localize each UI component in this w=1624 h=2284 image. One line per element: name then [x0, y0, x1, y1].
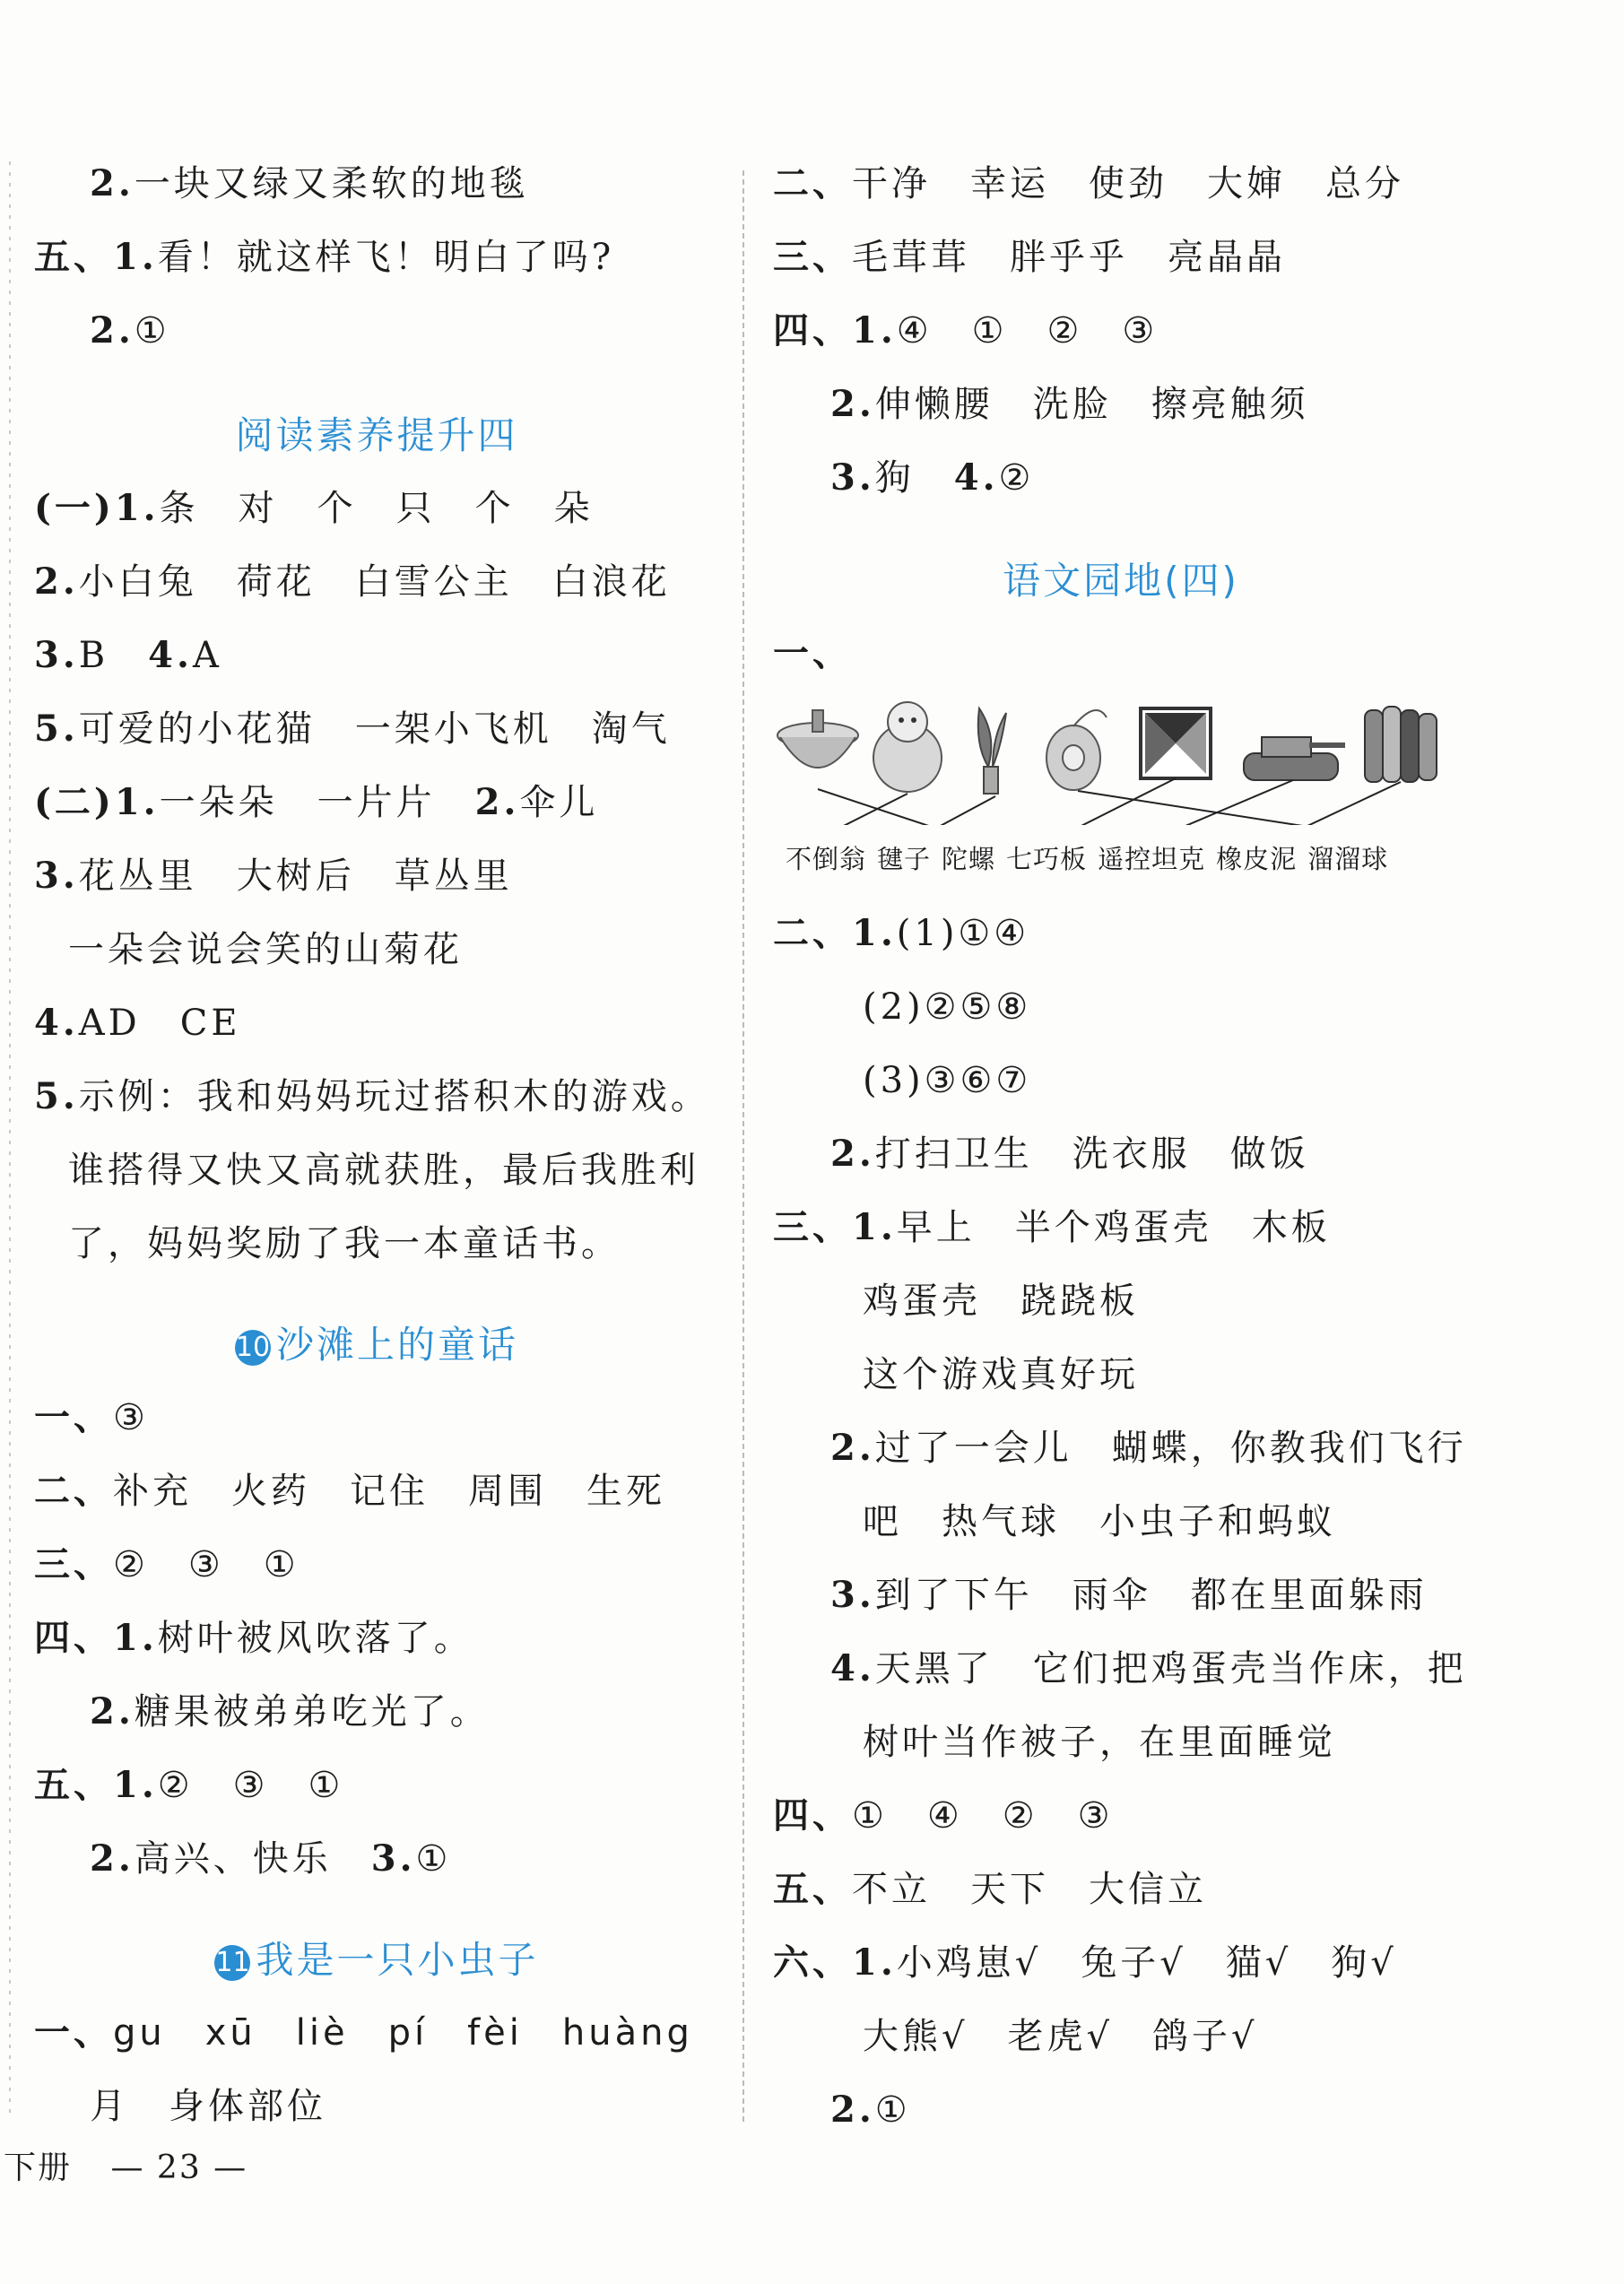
toy-label: 溜溜球: [1307, 844, 1389, 874]
answer-line: 这个游戏真好玩: [863, 1354, 1139, 1395]
answer-line: 三、② ③ ①: [34, 1543, 300, 1585]
answer-line: 三、1.早上 半个鸡蛋壳 木板: [773, 1206, 1331, 1248]
answer-line: 五、不立 天下 大信立: [773, 1868, 1207, 1910]
answer-line: 谁搭得又快又高就获胜，最后我胜利: [68, 1150, 699, 1191]
answer-line: 四、1.树叶被风吹落了。: [34, 1617, 473, 1659]
answer-line: 三、毛茸茸 胖乎乎 亮晶晶: [773, 236, 1286, 278]
answer-line: 3.B 4.A: [34, 634, 222, 676]
answer-line: 五、1.看！就这样飞！明白了吗?: [34, 236, 615, 278]
answer-line: 2.①: [90, 309, 170, 352]
lesson-number-badge: 11: [214, 1945, 250, 1981]
answer-line: 吧 热气球 小虫子和蚂蚁: [863, 1501, 1336, 1542]
answer-line: 一、: [773, 632, 852, 674]
page-footer: [4, 2149, 248, 2188]
match-line: [813, 794, 908, 825]
section-title: 语文园地(四): [1003, 559, 1239, 603]
tangram-icon: [1141, 708, 1211, 778]
answer-line: 二、1.(1)①④: [773, 912, 1030, 954]
match-line: [1275, 782, 1401, 825]
toy-label-row: [786, 841, 1399, 877]
answer-line: 3.狗 4.②: [830, 456, 1035, 499]
answer-line: 了，妈妈奖励了我一本童话书。: [68, 1223, 621, 1264]
section-title: 10 沙滩上的童话: [235, 1323, 518, 1367]
yo-yo-icon: [1046, 710, 1107, 790]
answer-line: 二、补充 火药 记住 周围 生死: [34, 1470, 665, 1512]
column-divider: [743, 170, 744, 2125]
answer-line: 鸡蛋壳 跷跷板: [863, 1281, 1139, 1322]
answer-line: 2.伸懒腰 洗脸 擦亮触须: [830, 383, 1309, 425]
answer-line: 2.糖果被弟弟吃光了。: [90, 1690, 490, 1733]
volume-label: 下册: [4, 2149, 73, 2186]
answer-line: 月 身体部位: [90, 2086, 326, 2127]
answer-line: 四、① ④ ② ③: [773, 1794, 1114, 1837]
answer-line: 5.可爱的小花猫 一架小飞机 淘气: [34, 708, 671, 750]
answer-line: 一、③: [34, 1396, 149, 1438]
toy-label: 毽子: [877, 844, 932, 874]
answer-line: 2.高兴、快乐 3.①: [90, 1837, 452, 1880]
answer-line: (3)③⑥⑦: [863, 1060, 1032, 1101]
plasticine-icon: [1365, 707, 1437, 782]
toy-label: 不倒翁: [786, 844, 867, 874]
answer-line: (一)1.条 对 个 只 个 朵: [34, 487, 594, 529]
answer-line: 2.①: [830, 2089, 911, 2131]
match-line: [1150, 780, 1293, 825]
answer-line: 五、1.② ③ ①: [34, 1764, 344, 1806]
answer-line: 六、1.小鸡崽√ 兔子√ 猫√ 狗√: [773, 1941, 1397, 1984]
answer-line: 一朵会说会笑的山菊花: [68, 929, 463, 970]
toy-label: 橡皮泥: [1216, 844, 1298, 874]
answer-line: 树叶当作被子，在里面睡觉: [863, 1722, 1336, 1763]
toy-label: 遥控坦克: [1098, 844, 1206, 874]
answer-line: 二、干净 幸运 使劲 大婶 总分: [773, 162, 1404, 204]
toy-label: 七巧板: [1006, 844, 1088, 874]
page-number: — 23 —: [110, 2149, 248, 2186]
answer-line: 2.一块又绿又柔软的地毯: [90, 162, 529, 204]
answer-line: 3.花丛里 大树后 草丛里: [34, 855, 513, 897]
answer-line: 5.示例：我和妈妈玩过搭积木的游戏。: [34, 1075, 710, 1117]
section-title: 11 我是一只小虫子: [215, 1938, 539, 1982]
spinning-top-icon: [777, 710, 858, 768]
page-edge-line: [9, 161, 11, 2116]
toy-label: 陀螺: [942, 844, 996, 874]
answer-line: 大熊√ 老虎√ 鸽子√: [863, 2016, 1258, 2057]
answer-line: (2)②⑤⑧: [863, 986, 1032, 1028]
section-title: 阅读素养提升四: [235, 413, 518, 457]
tumbler-doll-icon: [873, 702, 942, 792]
answer-line: 4.AD CE: [34, 1002, 241, 1044]
answer-line: 2.小白兔 荷花 白雪公主 白浪花: [34, 560, 671, 603]
answer-line: 一、gu xū liè pí fèi huàng: [34, 2011, 693, 2054]
match-line: [1078, 791, 1401, 825]
shuttlecock-icon: [978, 708, 1006, 794]
answer-line: 四、1.④ ① ② ③: [773, 309, 1159, 352]
match-line: [912, 796, 995, 825]
answer-line: (二)1.一朵朵 一片片 2.伞儿: [34, 781, 599, 823]
toy-tank-icon: [1244, 737, 1345, 780]
answer-line: 4.天黑了 它们把鸡蛋壳当作床，把: [830, 1647, 1467, 1689]
lesson-number-badge: 10: [235, 1330, 271, 1366]
answer-line: 2.打扫卫生 洗衣服 做饭: [830, 1133, 1309, 1175]
toy-picture-row: [773, 690, 1455, 825]
answer-line: 2.过了一会儿 蝴蝶，你教我们飞行: [830, 1427, 1467, 1469]
answer-line: 3.到了下午 雨伞 都在里面躲雨: [830, 1574, 1428, 1616]
